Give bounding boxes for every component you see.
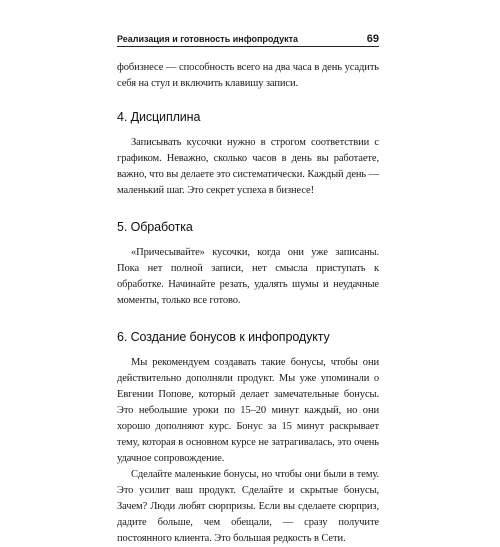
section-paragraph: Сделайте маленькие бонусы, но чтобы они были в тему. Это усилит ваш продукт. Сделайте и скрытые бонусы, Зачем? Люди любят сюрпризы. Если вы сделаете сюрприз, дадите больше, чем обещали, — сразу получите постоянного клиента. Это большая редкость в Сети.: [117, 469, 379, 544]
running-title: Реализация и готовность инфопродукта: [117, 34, 299, 44]
section-heading-bonuses: 6. Создание бонусов к инфопродукту: [117, 330, 330, 344]
section-heading-discipline: 4. Дисциплина: [117, 110, 201, 124]
intro-paragraph: фобизнесе — способность всего на два часа в день усадить себя на стул и включить клавишу записи.: [117, 62, 379, 89]
page-content: [117, 60, 379, 547]
section-heading-processing: 5. Обработка: [117, 220, 193, 234]
section-paragraph: Мы рекомендуем создавать такие бонусы, чтобы они действительно дополняли продукт. Мы уже упоминали о Евгении Попове, который делает замечательные бонусы. Это небольшие уроки по 15–20 минут каждый, но они хорошо дополняют курс. Бонус за 15 минут раскрывает тему, которая в основном курсе не затрагивалась, это очень удачное сопровождение.: [117, 357, 379, 464]
page-number: 69: [366, 33, 379, 45]
running-header: [117, 30, 379, 47]
section-paragraph: Записывать кусочки нужно в строгом соответствии с графиком. Неважно, сколько часов в день вы работаете, важно, что вы делаете это систематически. Каждый день — маленький шаг. Это секрет успеха в бизнесе!: [117, 137, 380, 196]
section-paragraph: «Причесывайте» кусочки, когда они уже записаны. Пока нет полной записи, нет смысла приступать к обработке. Начинайте резать, удалять шумы и неудачные моменты, только все готово.: [117, 247, 379, 306]
